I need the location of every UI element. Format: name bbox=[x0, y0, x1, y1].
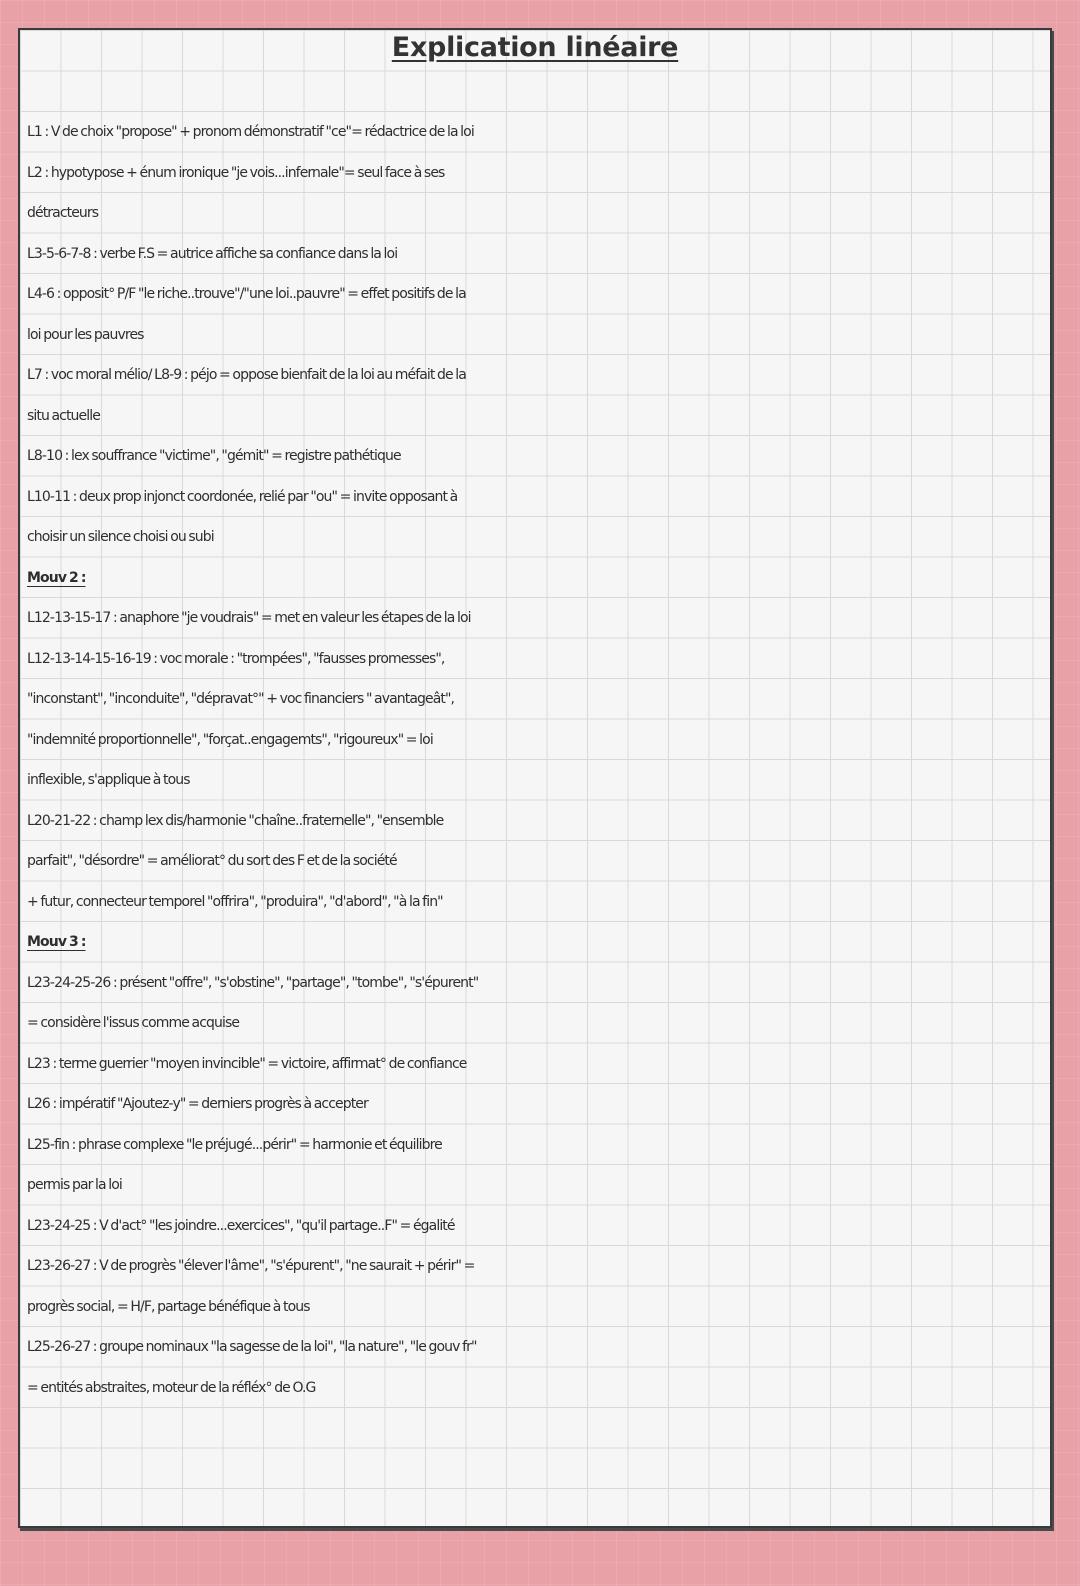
note-line: "indemnité proportionnelle", "forçat..engagemts", "rigoureux" = loi bbox=[27, 731, 433, 748]
note-line: L10-11 : deux prop injonct coordonée, relié par "ou" = invite opposant à bbox=[27, 488, 458, 505]
note-line: L3-5-6-7-8 : verbe F.S = autrice affiche sa confiance dans la loi bbox=[27, 245, 398, 262]
note-line: L20-21-22 : champ lex dis/harmonie "chaîne..fraternelle", "ensemble bbox=[27, 812, 444, 829]
section-heading: Mouv 2 : bbox=[27, 569, 86, 586]
notebook-sheet bbox=[18, 28, 1052, 1528]
document-title: Explication linéaire bbox=[391, 32, 679, 63]
note-line: L25-26-27 : groupe nominaux "la sagesse de la loi", "la nature", "le gouv fr" bbox=[27, 1339, 477, 1355]
note-line: inflexible, s'applique à tous bbox=[27, 772, 190, 788]
section-heading: Mouv 3 : bbox=[27, 934, 86, 950]
note-line: = entités abstraites, moteur de la réfléx° de O.G bbox=[27, 1379, 316, 1396]
note-line: L23 : terme guerrier "moyen invincible" = victoire, affirmat° de confiance bbox=[27, 1055, 467, 1072]
note-line: = considère l'issus comme acquise bbox=[27, 1015, 240, 1031]
note-line: L7 : voc moral mélio/ L8-9 : péjo = oppose bienfait de la loi au méfait de la bbox=[27, 367, 466, 383]
note-line: + futur, connecteur temporel "offrira", "produira", "d'abord", "à la fin" bbox=[27, 893, 443, 910]
note-line: choisir un silence choisi ou subi bbox=[27, 529, 214, 545]
note-line: détracteurs bbox=[27, 205, 99, 221]
note-line: loi pour les pauvres bbox=[27, 326, 144, 343]
note-line: L12-13-15-17 : anaphore "je voudrais" = met en valeur les étapes de la loi bbox=[27, 610, 471, 626]
note-line: L26 : impératif "Ajoutez-y" = derniers progrès à accepter bbox=[27, 1096, 368, 1112]
note-line: L23-24-25-26 : présent "offre", "s'obstine", "partage", "tombe", "s'épurent" bbox=[27, 974, 479, 991]
note-line: "inconstant", "inconduite", "dépravat°" + voc financiers " avantageât", bbox=[27, 691, 455, 707]
note-line: L1 : V de choix "propose" + pronom démonstratif "ce"= rédactrice de la loi bbox=[27, 124, 474, 140]
note-line: L25-fin : phrase complexe "le préjugé...périr" = harmonie et équilibre bbox=[27, 1136, 442, 1153]
note-line: progrès social, = H/F, partage bénéfique à tous bbox=[27, 1298, 310, 1315]
note-line: L23-26-27 : V de progrès "élever l'âme", "s'épurent", "ne saurait + périr" = bbox=[27, 1258, 475, 1274]
note-line: permis par la loi bbox=[27, 1177, 122, 1193]
note-line: L4-6 : opposit° P/F "le riche..trouve"/"une loi..pauvre" = effet positifs de la bbox=[27, 286, 466, 302]
notes-body bbox=[27, 112, 1047, 1408]
note-line: L12-13-14-15-16-19 : voc morale : "trompées", "fausses promesses", bbox=[27, 650, 445, 667]
note-line: L23-24-25 : V d'act° "les joindre...exercices", "qu'il partage..F" = égalité bbox=[27, 1217, 455, 1234]
note-line: parfait", "désordre" = améliorat° du sort des F et de la société bbox=[27, 853, 397, 869]
note-line: situ actuelle bbox=[27, 407, 100, 424]
note-line: L2 : hypotypose + énum ironique "je vois...infernale"= seul face à ses bbox=[27, 164, 445, 181]
note-line: L8-10 : lex souffrance "victime", "gémit" = registre pathétique bbox=[27, 448, 401, 464]
